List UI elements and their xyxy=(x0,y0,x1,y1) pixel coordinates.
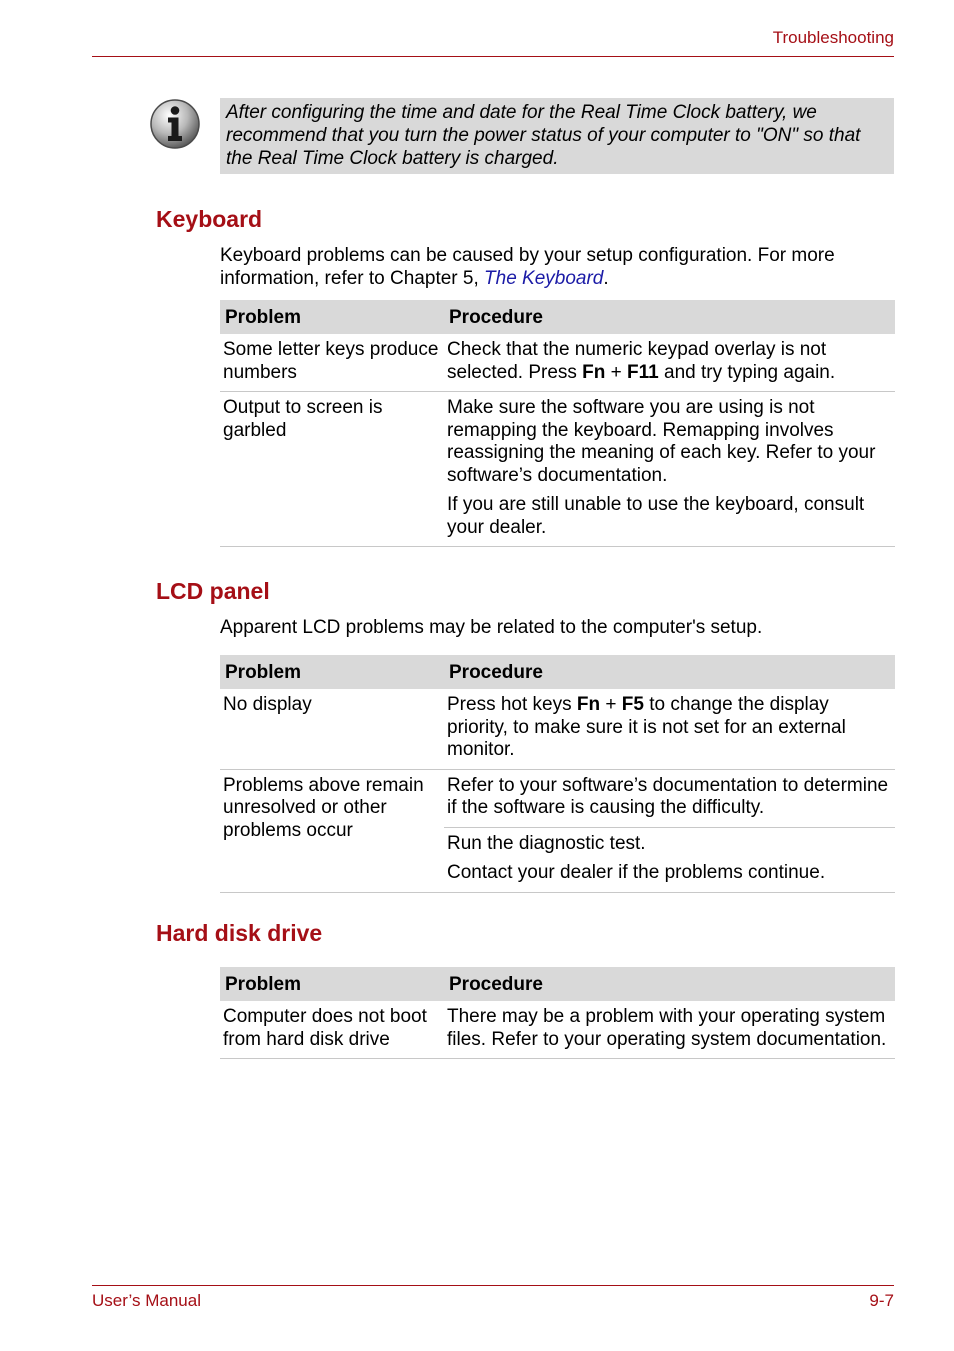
table-row xyxy=(220,1001,895,1059)
lcd-intro: Apparent LCD problems may be related to the computer's setup. xyxy=(220,617,763,638)
table-row xyxy=(220,392,895,547)
problem-cell: Problems above remain unresolved or other problems occur xyxy=(220,769,444,892)
hdd-table xyxy=(220,967,895,1059)
table-header-row xyxy=(220,967,895,1001)
footer-rule xyxy=(92,1285,894,1286)
column-header-problem: Problem xyxy=(220,967,444,1001)
keyboard-intro: Keyboard problems can be caused by your setup configuration. For more information, refer to Chapter 5, The Keyboard. xyxy=(220,245,835,289)
keyboard-table xyxy=(220,300,895,547)
column-header-problem: Problem xyxy=(220,655,444,689)
lcd-heading: LCD panel xyxy=(156,578,270,604)
procedure-cell: Press hot keys Fn + F5 to change the display priority, to make sure it is not set for an external monitor. xyxy=(444,689,895,769)
problem-cell: Some letter keys produce numbers xyxy=(220,334,444,392)
table-row xyxy=(220,769,895,892)
page-number: 9-7 xyxy=(869,1291,894,1310)
note-box: After configuring the time and date for the Real Time Clock battery, we recommend that you turn the power status of your computer to "ON" so that the Real Time Clock battery is charged. xyxy=(220,98,894,174)
lcd-table xyxy=(220,655,895,893)
hdd-heading: Hard disk drive xyxy=(156,920,323,946)
problem-cell: No display xyxy=(220,689,444,769)
table-row xyxy=(220,689,895,769)
running-header: Troubleshooting xyxy=(772,28,894,47)
procedure-cell: There may be a problem with your operating system files. Refer to your operating system documentation. xyxy=(444,1001,895,1059)
table-header-row xyxy=(220,300,895,334)
header-rule xyxy=(92,56,894,57)
column-header-procedure: Procedure xyxy=(444,967,895,1001)
info-icon xyxy=(149,98,201,150)
column-header-procedure: Procedure xyxy=(444,655,895,689)
footer-manual-title: User’s Manual xyxy=(92,1291,201,1310)
column-header-problem: Problem xyxy=(220,300,444,334)
the-keyboard-link[interactable]: The Keyboard xyxy=(484,268,604,289)
problem-cell: Output to screen is garbled xyxy=(220,392,444,547)
problem-cell: Computer does not boot from hard disk drive xyxy=(220,1001,444,1059)
keyboard-heading: Keyboard xyxy=(156,206,263,232)
column-header-procedure: Procedure xyxy=(444,300,895,334)
procedure-cell: Check that the numeric keypad overlay is not selected. Press Fn + F11 and try typing again. xyxy=(444,334,895,392)
procedure-cell: Make sure the software you are using is not remapping the keyboard. Remapping involves reassigning the meaning of each key. Refer to your software’s documentation. If you are still unable to use the keyboard, consult your dealer. xyxy=(444,392,895,547)
procedure-cell: Refer to your software’s documentation to determine if the software is causing the difficulty. Run the diagnostic test. Contact your dealer if the problems continue. xyxy=(444,769,895,892)
table-header-row xyxy=(220,655,895,689)
table-row xyxy=(220,334,895,392)
